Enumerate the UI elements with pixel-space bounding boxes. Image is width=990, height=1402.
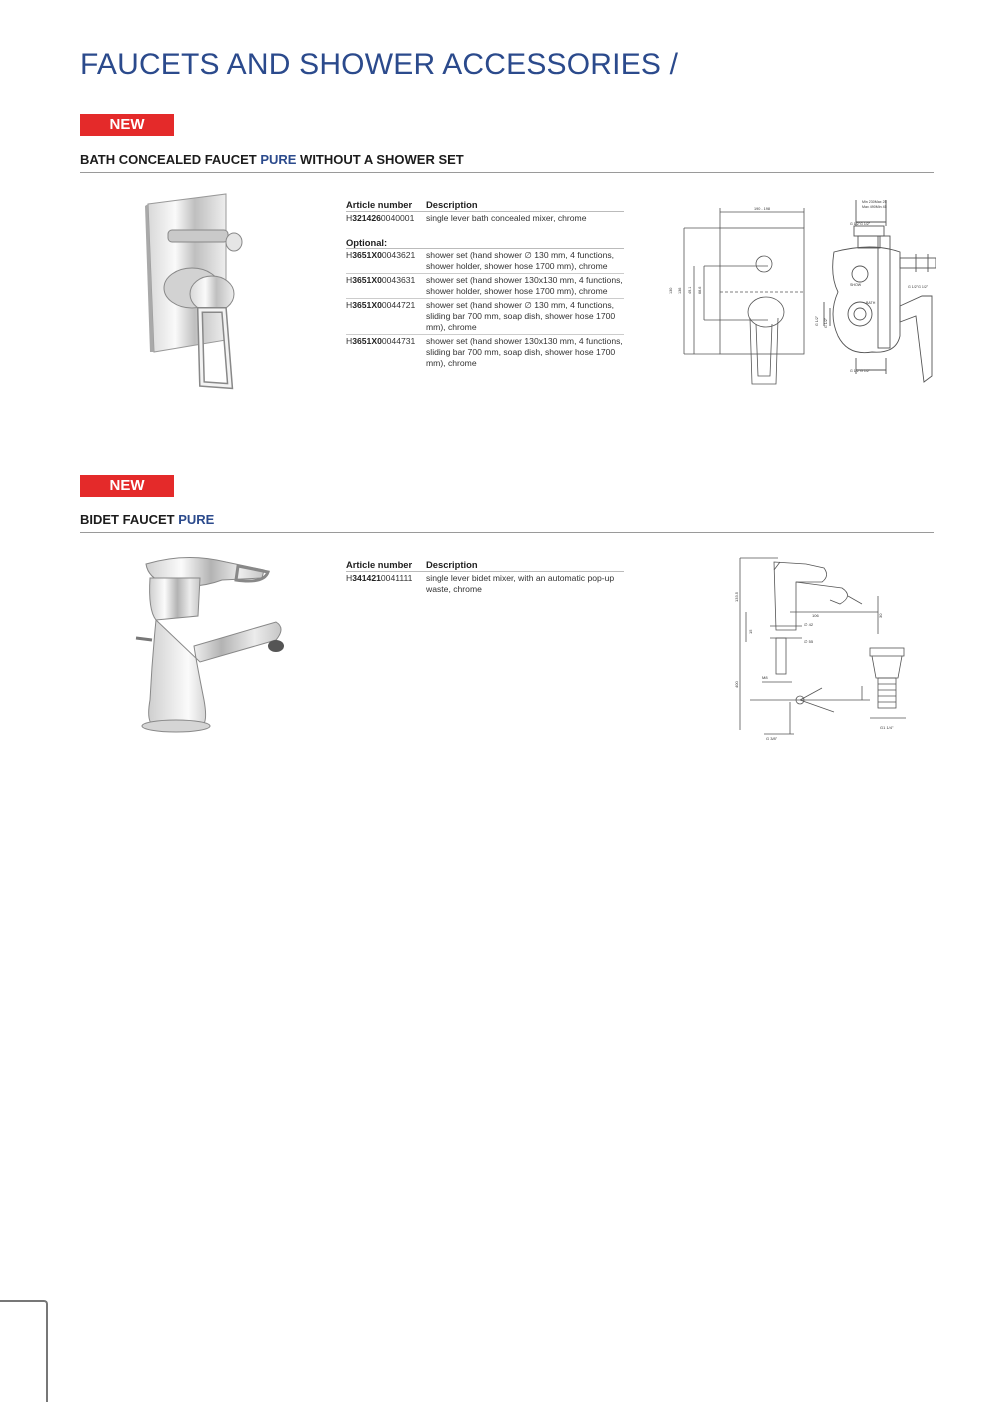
article-description: single lever bath concealed mixer, chrome <box>426 213 587 223</box>
table-row <box>346 249 624 274</box>
table-header <box>346 559 624 572</box>
article-table <box>346 199 624 370</box>
drawing-label: G 1/2" <box>815 315 819 326</box>
dimension-label: 30 <box>878 613 883 618</box>
drawing-label: Min 230Max 25 <box>862 200 887 204</box>
article-description: shower set (hand shower ∅ 130 mm, 4 functions, shower holder, shower hose 1700 mm), chrome <box>426 250 615 271</box>
heading-accent: PURE <box>178 512 215 527</box>
concealed-mixer-product-image <box>140 190 260 390</box>
heading-text: BATH CONCEALED FAUCET <box>80 152 261 167</box>
table-row <box>346 274 624 299</box>
new-badge: NEW <box>80 114 174 136</box>
bidet-mixer-drawing <box>730 552 906 742</box>
section-divider <box>80 172 934 173</box>
dimension-label: ∅ 42 <box>804 622 814 627</box>
section-divider <box>80 532 934 533</box>
article-number: H3651X00044731 <box>346 336 416 346</box>
dimension-label: ∅ 55 <box>804 639 814 644</box>
dimension-label: 106 <box>812 613 819 618</box>
page-corner-tab <box>0 1300 48 1402</box>
dimension-label: 15 <box>748 629 753 634</box>
dimension-label: G 3/8" <box>766 736 778 741</box>
dimension-label: 133.5 <box>734 591 739 602</box>
width-dimension: 190 - 198 <box>753 207 771 211</box>
section-heading <box>80 152 464 167</box>
article-number-header: Article number <box>346 199 413 210</box>
drawing-label: BATH <box>866 301 876 305</box>
article-description: shower set (hand shower ∅ 130 mm, 4 functions, sliding bar 700 mm, soap dish, shower hose 1700 mm), chrome <box>426 300 616 332</box>
heading-text-after: WITHOUT A SHOWER SET <box>296 152 464 167</box>
new-badge: NEW <box>80 475 174 497</box>
height-dimension: 130 <box>669 287 673 294</box>
heading-text: BIDET FAUCET <box>80 512 179 527</box>
article-description: shower set (hand shower 130x130 mm, 4 functions, shower holder, shower hose 1700 mm), chrome <box>426 275 623 296</box>
table-row <box>346 572 624 596</box>
table-header <box>346 199 624 212</box>
dimension-label: M8 <box>762 675 768 680</box>
article-number: H3414210041111 <box>346 573 413 583</box>
drawing-label: SHOW <box>850 283 862 287</box>
article-number: H3651X00043621 <box>346 250 416 260</box>
dimension-label: G1 1/4" <box>880 725 894 730</box>
article-description: single lever bidet mixer, with an automatic pop-up waste, chrome <box>426 573 615 594</box>
drawing-label: G 1/2"G 1/2" <box>850 369 871 373</box>
article-number-header: Article number <box>346 559 413 570</box>
heading-accent: PURE <box>260 152 297 167</box>
concealed-mixer-front-drawing <box>668 200 818 390</box>
drawing-label: G 1/2"G 1/2" <box>850 222 871 226</box>
bidet-mixer-product-image <box>126 550 296 736</box>
drawing-label: G 1/2"G 1/2" <box>908 285 929 289</box>
section-heading <box>80 512 214 527</box>
table-row <box>346 335 624 370</box>
article-number: H3651X00044721 <box>346 300 416 310</box>
height-dimension: 68.6 <box>698 286 702 294</box>
dimension-label: 400 <box>734 681 739 688</box>
concealed-mixer-valve-drawing <box>812 196 936 390</box>
article-table <box>346 559 624 596</box>
height-dimension: 49.1 <box>688 286 692 294</box>
description-header: Description <box>426 199 478 210</box>
article-number: H3214260040001 <box>346 213 415 223</box>
article-description: shower set (hand shower 130x130 mm, 4 functions, sliding bar 700 mm, soap dish, shower hose 1700 mm), chrome <box>426 336 623 368</box>
page-title: FAUCETS AND SHOWER ACCESSORIES / <box>80 48 679 81</box>
drawing-label: Max 490Min 45 <box>862 205 887 209</box>
article-number: H3651X00043631 <box>346 275 416 285</box>
table-row <box>346 299 624 335</box>
optional-label: Optional: <box>346 237 624 249</box>
table-row <box>346 212 624 225</box>
description-header: Description <box>426 559 478 570</box>
height-dimension: 136 <box>678 287 682 294</box>
drawing-label: G 1/2" <box>824 317 828 328</box>
